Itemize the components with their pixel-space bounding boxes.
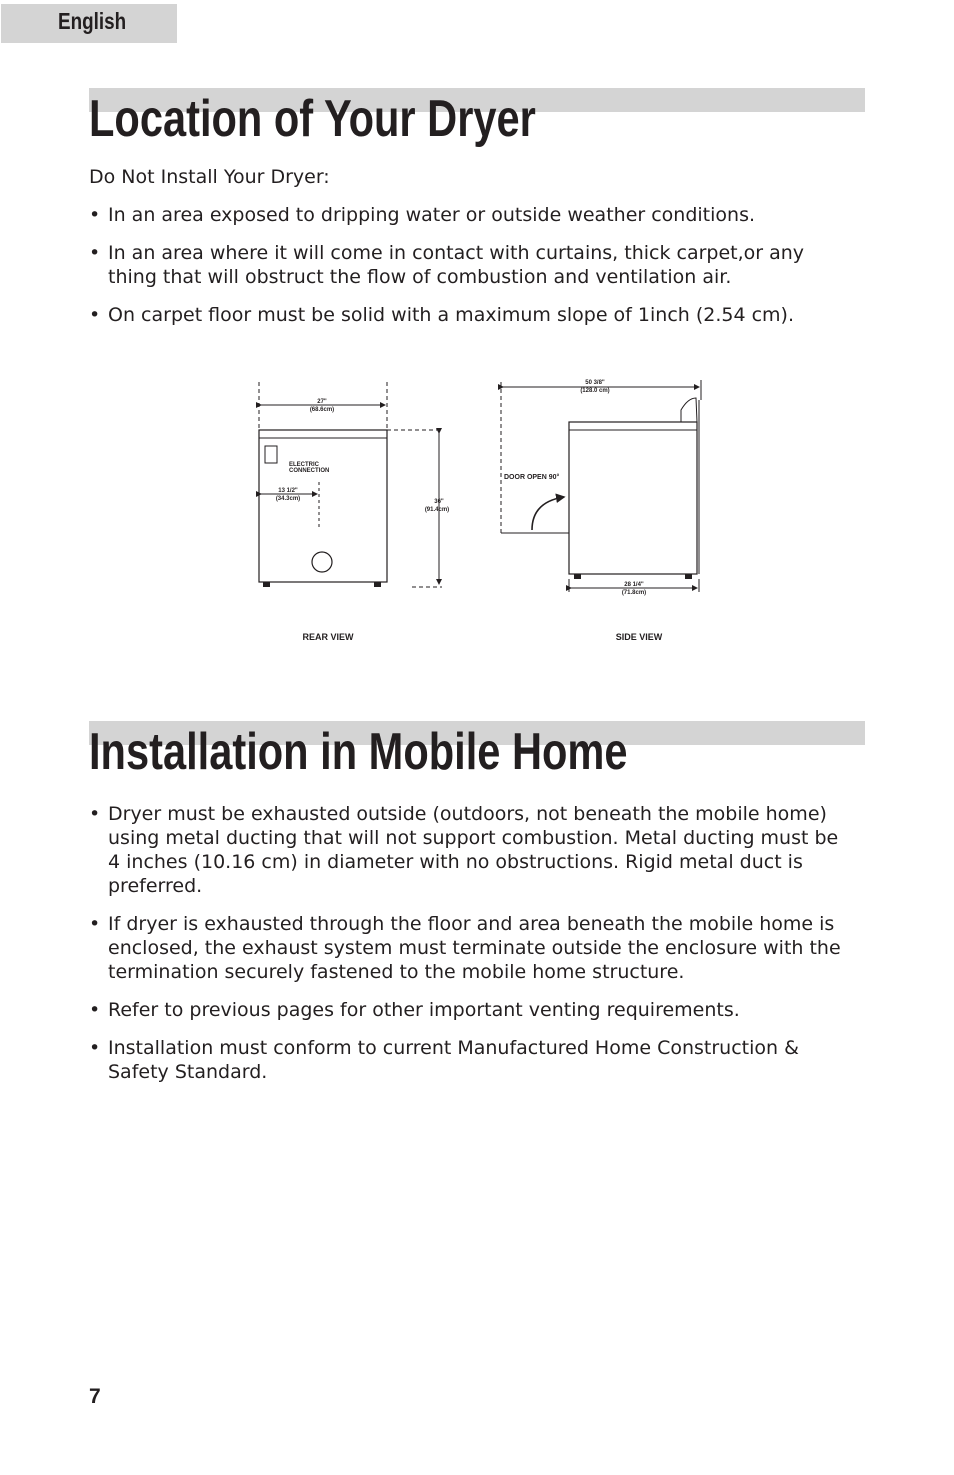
page-number: 7	[89, 1385, 101, 1408]
dryer-dimension-diagram	[230, 370, 730, 660]
rear-view	[259, 382, 449, 642]
electric-label-1: ELECTRIC	[289, 462, 319, 468]
list-item: • In an area exposed to dripping water or outside weather conditions.	[89, 204, 756, 226]
location-bullet-list	[89, 203, 849, 341]
language-tab-label: English	[58, 8, 127, 34]
electric-box	[265, 446, 277, 463]
list-item: • On carpet floor must be solid with a maximum slope of 1inch (2.54 cm).	[89, 304, 795, 326]
list-item: • Refer to previous pages for other important venting requirements.	[89, 999, 740, 1021]
list-item: • Installation must conform to current Manufactured Home Construction & Safety Standard.	[89, 1037, 799, 1083]
section-title-location	[89, 88, 865, 150]
side-open-depth-cm: (128.0 cm)	[580, 388, 610, 394]
side-open-depth-in: 50 3/8"	[585, 380, 605, 386]
intro-text: Do Not Install Your Dryer:	[89, 166, 330, 188]
list-item: • Dryer must be exhausted outside (outdoors, not beneath the mobile home) using metal ducting that will not support combustion. Metal ducting must be 4 inches (10.16 cm) in diameter with no obstructions. Rigid metal duct is preferred.	[89, 803, 839, 897]
side-view-label: SIDE VIEW	[615, 632, 663, 642]
list-item: • In an area where it will come in contact with curtains, thick carpet,or any thing that will obstruct the flow of combustion and ventilation air.	[89, 242, 805, 288]
rear-height-cm: (91.4cm)	[424, 507, 450, 513]
side-view	[501, 380, 701, 642]
rear-cabinet	[259, 430, 387, 582]
dryer-diagram-svg	[230, 370, 730, 660]
door-open-label: DOOR OPEN 90°	[504, 474, 560, 481]
exhaust-vent	[312, 552, 332, 572]
mobile-home-bullet-list	[89, 802, 849, 1098]
section-title-mobile-home	[89, 721, 865, 783]
rear-offset-cm: (34.3cm)	[275, 496, 301, 502]
rear-width-in: 27"	[317, 399, 327, 405]
side-cabinet	[569, 422, 697, 574]
rear-offset-in: 13 1/2"	[278, 488, 298, 494]
door-swing-arrow	[532, 497, 564, 530]
rear-view-label: REAR VIEW	[302, 632, 354, 642]
control-console	[681, 398, 697, 422]
side-depth-cm: (71.8cm)	[621, 590, 647, 596]
list-item: • If dryer is exhausted through the floor and area beneath the mobile home is enclosed, the exhaust system must terminate outside the enclosure with the termination securely fastened to the mobile home structure.	[89, 913, 841, 983]
rear-width-cm: (68.6cm)	[309, 407, 335, 413]
section-title-text: Installation in Mobile Home	[89, 723, 628, 781]
page-title: Location of Your Dryer	[89, 90, 536, 148]
rear-height-in: 36"	[434, 499, 444, 505]
language-tab	[1, 4, 177, 43]
side-depth-in: 28 1/4"	[624, 582, 644, 588]
electric-label-2: CONNECTION	[289, 468, 330, 474]
